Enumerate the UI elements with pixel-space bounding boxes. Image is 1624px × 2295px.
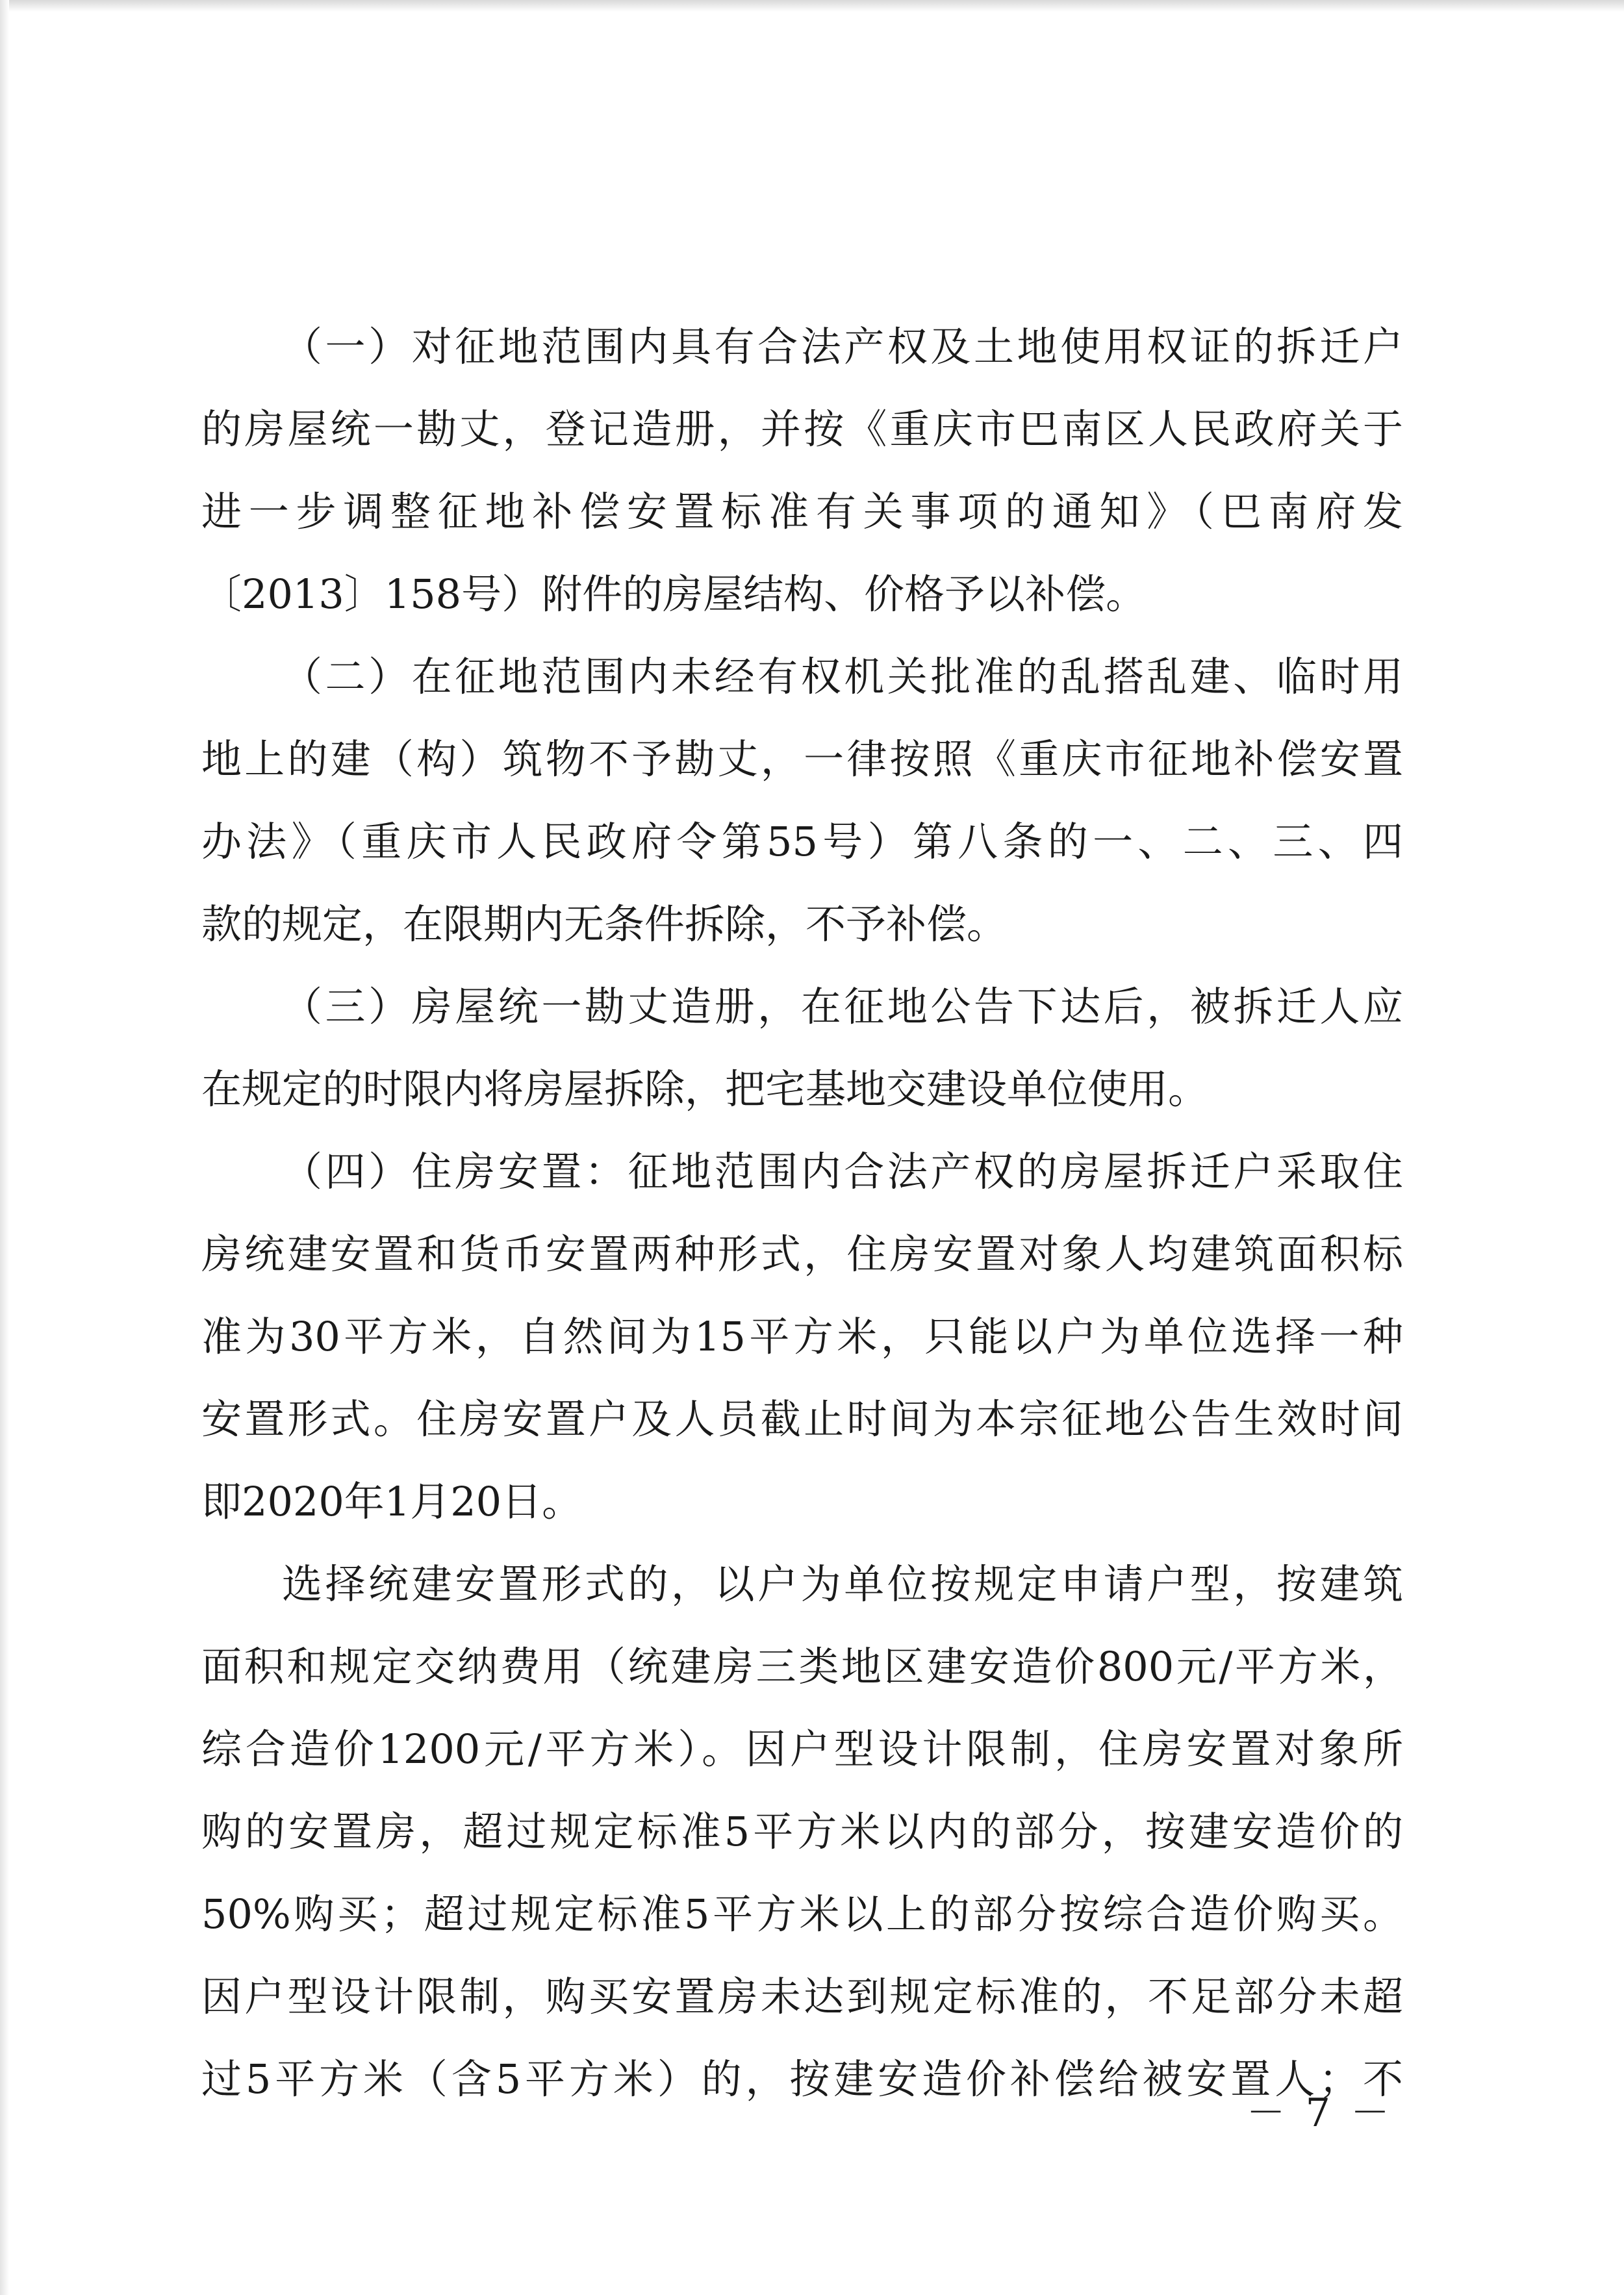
text-line: 进一步调整征地补偿安置标准有关事项的通知》（巴南府发 [201,488,1403,535]
text-line: 面积和规定交纳费用（统建房三类地区建安造价800元/平方米， [201,1643,1403,1690]
text-line: 即2020年1月20日。 [201,1478,583,1525]
document-body [201,305,1403,2120]
text-line: 购的安置房，超过规定标准5平方米以内的部分，按建安造价的 [201,1808,1403,1855]
text-line: （二）在征地范围内未经有权机关批准的乱搭乱建、临时用 [282,653,1403,700]
text-line: 办法》（重庆市人民政府令第55号）第八条的一、二、三、四 [201,818,1403,865]
text-line: 综合造价1200元/平方米）。因户型设计限制，住房安置对象所 [201,1725,1403,1773]
text-line: 房统建安置和货币安置两种形式，住房安置对象人均建筑面积标 [201,1230,1403,1278]
scan-left-edge [0,0,9,2295]
text-line: 的房屋统一勘丈，登记造册，并按《重庆市巴南区人民政府关于 [201,405,1403,453]
text-line: 地上的建（构）筑物不予勘丈，一律按照《重庆市征地补偿安置 [201,735,1403,783]
text-line: （三）房屋统一勘丈造册，在征地公告下达后，被拆迁人应 [282,983,1403,1030]
text-line: 因户型设计限制，购买安置房未达到规定标准的，不足部分未超 [201,1973,1403,2020]
text-line: 选择统建安置形式的，以户为单位按规定申请户型，按建筑 [282,1560,1403,1608]
text-line: 〔2013〕158号）附件的房屋结构、价格予以补偿。 [201,570,1147,618]
text-line: （一）对征地范围内具有合法产权及土地使用权证的拆迁户 [282,323,1403,370]
text-line: （四）住房安置：征地范围内合法产权的房屋拆迁户采取住 [282,1148,1403,1195]
text-line: 过5平方米（含5平方米）的，按建安造价补偿给被安置人；不 [201,2055,1403,2103]
text-line: 准为30平方米，自然间为15平方米，只能以户为单位选择一种 [201,1313,1403,1360]
text-line: 安置形式。住房安置户及人员截止时间为本宗征地公告生效时间 [201,1395,1403,1443]
page-number: － 7 － [1246,2090,1393,2136]
text-line: 50%购买；超过规定标准5平方米以上的部分按综合造价购买。 [201,1890,1403,1938]
text-line: 在规定的时限内将房屋拆除，把宅基地交建设单位使用。 [201,1065,1209,1113]
text-line: 款的规定，在限期内无条件拆除，不予补偿。 [201,900,1008,948]
scan-top-edge [0,0,1624,12]
